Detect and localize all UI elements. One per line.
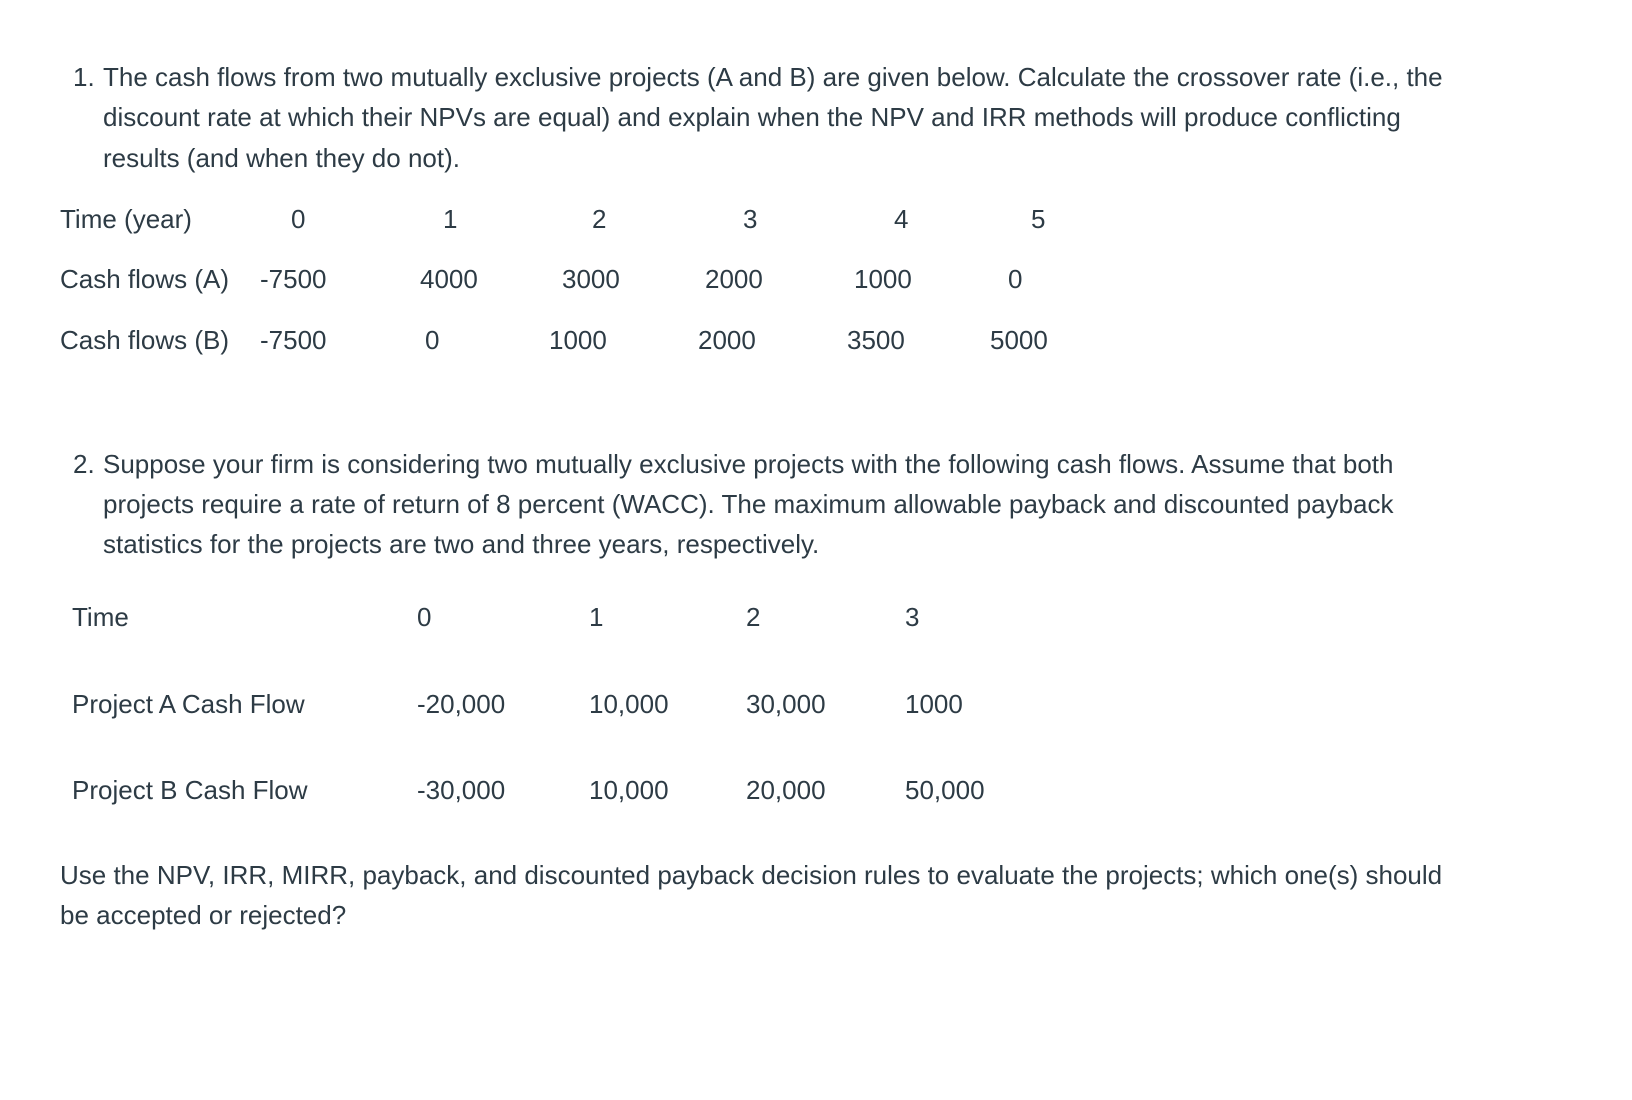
cash-flow-b-cell: 2000 <box>698 325 756 355</box>
row-label-cash-flows-a: Cash flows (A) <box>60 264 230 294</box>
instruction-line-1: Use the NPV, IRR, MIRR, payback, and discounted payback decision rules to evaluate the projects; which one(s) should <box>60 860 1443 890</box>
instruction-line-2: be accepted or rejected? <box>60 900 347 930</box>
project-b-cell: 20,000 <box>746 775 826 805</box>
project-b-cell: 10,000 <box>589 775 669 805</box>
time-cell: 3 <box>743 204 758 234</box>
cash-flow-a-cell: 4000 <box>420 264 478 294</box>
row-label-project-a: Project A Cash Flow <box>72 689 305 719</box>
cash-flow-b-cell: 5000 <box>990 325 1048 355</box>
time-cell: 2 <box>746 602 761 632</box>
cash-flow-a-cell: -7500 <box>260 264 327 294</box>
cash-flow-b-cell: 1000 <box>549 325 607 355</box>
project-b-cell: -30,000 <box>417 775 506 805</box>
question-1-text-line-2: discount rate at which their NPVs are equal) and explain when the NPV and IRR methods will produce conflicting <box>103 102 1401 132</box>
row-label-time: Time <box>72 602 129 632</box>
cash-flow-b-cell: -7500 <box>260 325 327 355</box>
question-1-text-line-1: The cash flows from two mutually exclusive projects (A and B) are given below. Calculate the crossover rate (i.e., the <box>103 62 1443 92</box>
project-a-cell: -20,000 <box>417 689 506 719</box>
time-cell: 0 <box>417 602 432 632</box>
time-cell: 3 <box>905 602 920 632</box>
project-a-cell: 10,000 <box>589 689 669 719</box>
project-a-cell: 30,000 <box>746 689 826 719</box>
cash-flow-a-cell: 0 <box>1008 264 1023 294</box>
row-label-time: Time (year) <box>60 204 192 234</box>
time-cell: 0 <box>291 204 306 234</box>
time-cell: 2 <box>592 204 607 234</box>
question-2-text-line-3: statistics for the projects are two and three years, respectively. <box>103 529 820 559</box>
cash-flow-a-cell: 1000 <box>854 264 912 294</box>
time-cell: 1 <box>443 204 458 234</box>
row-label-cash-flows-b: Cash flows (B) <box>60 325 230 355</box>
time-cell: 1 <box>589 602 604 632</box>
project-b-cell: 50,000 <box>905 775 985 805</box>
time-cell: 4 <box>894 204 909 234</box>
cash-flow-a-cell: 2000 <box>705 264 763 294</box>
row-label-project-b: Project B Cash Flow <box>72 775 308 805</box>
question-1-number: 1. <box>73 62 95 92</box>
cash-flow-b-cell: 0 <box>425 325 440 355</box>
cash-flow-a-cell: 3000 <box>562 264 620 294</box>
question-1-text-line-3: results (and when they do not). <box>103 143 460 173</box>
question-2-number: 2. <box>73 449 95 479</box>
cash-flow-b-cell: 3500 <box>847 325 905 355</box>
question-2-text-line-2: projects require a rate of return of 8 percent (WACC). The maximum allowable payback and discounted payback <box>103 489 1394 519</box>
time-cell: 5 <box>1031 204 1046 234</box>
project-a-cell: 1000 <box>905 689 963 719</box>
question-2-text-line-1: Suppose your firm is considering two mutually exclusive projects with the following cash flows. Assume that both <box>103 449 1394 479</box>
